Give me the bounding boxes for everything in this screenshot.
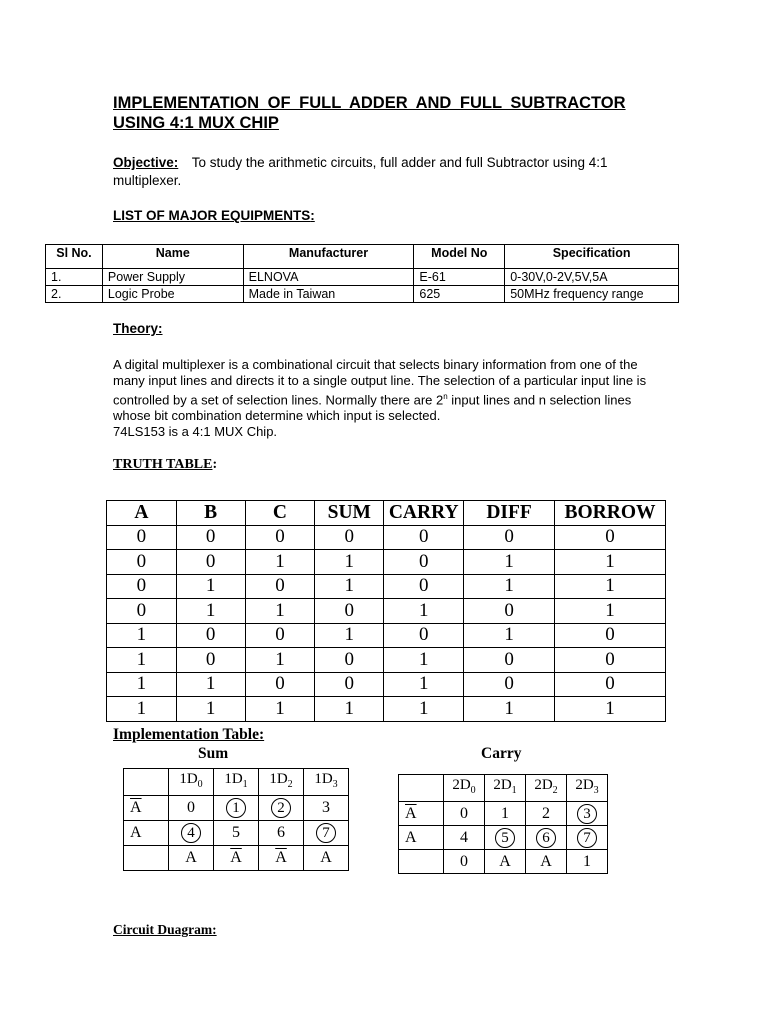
truth-table-row	[107, 599, 666, 624]
sum-impl-cell	[304, 821, 349, 846]
equipment-cell: Logic Probe	[102, 286, 243, 303]
carry-impl-minterm: 1	[501, 804, 509, 822]
truth-table-cell: 1	[384, 697, 464, 722]
truth-table-cell: 1	[176, 599, 245, 624]
carry-impl-row	[399, 826, 608, 850]
truth-table-cell: 1	[315, 697, 384, 722]
truth-table-cell: 0	[107, 525, 177, 550]
equipment-cell: 50MHz frequency range	[505, 286, 679, 303]
truth-table-cell: 1	[464, 574, 555, 599]
sum-impl-col-header-text: $1D_3$	[314, 771, 338, 790]
implementation-heading: Implementation Table:	[113, 726, 265, 743]
sum-impl-cell	[259, 821, 304, 846]
carry-impl-result-label	[399, 850, 444, 874]
sum-impl-col-header-text: $1D_2$	[269, 771, 293, 790]
theory-chip-line: 74LS153 is a 4:1 MUX Chip.	[113, 424, 278, 440]
truth-table-cell: 0	[245, 672, 315, 697]
truth-table-cell: 0	[384, 574, 464, 599]
carry-impl-result-cell: A	[485, 850, 526, 874]
carry-impl-minterm: 7	[577, 828, 597, 848]
document-title	[113, 93, 673, 133]
sum-impl-result-cell: $\overline{A}$	[259, 846, 304, 871]
sum-impl-minterm: 7	[316, 823, 336, 843]
carry-impl-row-label: A	[399, 826, 444, 850]
truth-table-cell: 1	[315, 574, 384, 599]
truth-col-header-b: B	[176, 501, 245, 526]
truth-table-cell: 0	[107, 599, 177, 624]
truth-table-cell: 0	[384, 623, 464, 648]
sum-impl-cell	[214, 796, 259, 821]
equipment-heading-text: LIST OF MAJOR EQUIPMENTS	[113, 208, 311, 223]
truth-table-cell: 0	[245, 574, 315, 599]
carry-impl-minterm: 5	[495, 828, 515, 848]
truth-table-cell: 0	[555, 623, 666, 648]
truth-table-cell: 1	[245, 599, 315, 624]
carry-impl-col-header	[567, 775, 608, 802]
header-subscript: 0	[470, 785, 476, 796]
truth-table-header-row	[107, 501, 666, 526]
truth-table-cell: 0	[245, 525, 315, 550]
equipment-cell: Made in Taiwan	[243, 286, 414, 303]
sum-impl-minterm: 6	[277, 824, 285, 841]
theory-paragraph	[113, 357, 658, 440]
truth-table-cell: 1	[384, 648, 464, 673]
sum-impl-row-label: $\overline{A}$	[124, 796, 169, 821]
carry-impl-col-header-text: $2D_1$	[493, 777, 517, 796]
truth-table-cell: 0	[107, 574, 177, 599]
carry-impl-result-cell: A	[526, 850, 567, 874]
truth-col-header-sum: SUM	[315, 501, 384, 526]
carry-impl-cell	[485, 802, 526, 826]
truth-table-cell: 1	[315, 623, 384, 648]
truth-table-cell: 0	[555, 525, 666, 550]
carry-impl-minterm: 0	[460, 804, 468, 822]
objective-paragraph	[113, 154, 658, 190]
truth-table-cell: 0	[315, 599, 384, 624]
truth-table-cell: 1	[107, 648, 177, 673]
carry-impl-minterm: 4	[460, 828, 468, 846]
sum-impl-col-header-text: $1D_1$	[224, 771, 248, 790]
sum-impl-corner	[124, 769, 169, 796]
sum-label: Sum	[198, 745, 229, 762]
truth-table-cell: 0	[107, 550, 177, 575]
sum-impl-cell	[259, 796, 304, 821]
truth-col-header-carry: CARRY	[384, 501, 464, 526]
sum-impl-result-cell: $\overline{A}$	[214, 846, 259, 871]
carry-impl-cell	[485, 826, 526, 850]
truth-table-cell: 1	[555, 550, 666, 575]
equipment-cell: 0-30V,0-2V,5V,5A	[505, 269, 679, 286]
truth-col-header-borrow: BORROW	[555, 501, 666, 526]
header-subscript: 0	[197, 779, 203, 790]
truth-table-cell: 1	[245, 648, 315, 673]
carry-impl-result-cell: 0	[444, 850, 485, 874]
truth-table-cell: 1	[464, 697, 555, 722]
equipment-table	[45, 244, 679, 303]
sum-impl-cell	[169, 796, 214, 821]
truth-table-cell: 1	[107, 697, 177, 722]
sum-impl-col-header-text: $1D_0$	[179, 771, 203, 790]
truth-table-cell: 1	[555, 574, 666, 599]
sum-impl-row-label: A	[124, 821, 169, 846]
title-line-2: USING 4:1 MUX CHIP	[113, 114, 279, 132]
truth-table-cell: 1	[464, 550, 555, 575]
theory-text	[113, 357, 658, 424]
carry-impl-cell	[567, 826, 608, 850]
equipment-col-header: Name	[102, 245, 243, 269]
sum-impl-row	[124, 821, 349, 846]
truth-table-cell: 0	[245, 623, 315, 648]
equipment-cell: 1.	[46, 269, 103, 286]
truth-col-header-diff: DIFF	[464, 501, 555, 526]
sum-impl-col-header	[169, 769, 214, 796]
carry-impl-col-header-text: $2D_0$	[452, 777, 476, 796]
truth-table-cell: 0	[315, 525, 384, 550]
truth-table-cell: 0	[464, 648, 555, 673]
equipment-col-header: Manufacturer	[243, 245, 414, 269]
truth-table-row	[107, 623, 666, 648]
carry-impl-minterm: 6	[536, 828, 556, 848]
sum-impl-minterm: 5	[232, 824, 240, 841]
carry-impl-cell	[526, 802, 567, 826]
circuit-diagram-heading: Circuit Duagram:	[113, 922, 217, 937]
header-subscript: 1	[511, 785, 517, 796]
header-subscript: 2	[552, 785, 558, 796]
sum-impl-header-row	[124, 769, 349, 796]
carry-impl-col-header-text: $2D_2$	[534, 777, 558, 796]
sum-impl-cell	[169, 821, 214, 846]
truth-table-cell: 0	[464, 672, 555, 697]
equipment-cell: Power Supply	[102, 269, 243, 286]
header-subscript: 2	[287, 779, 293, 790]
equipment-cell: E-61	[414, 269, 505, 286]
carry-impl-corner	[399, 775, 444, 802]
sum-impl-cell	[304, 796, 349, 821]
equipment-cell: 625	[414, 286, 505, 303]
carry-impl-col-header	[526, 775, 567, 802]
theory-superscript: n	[443, 392, 448, 401]
truth-table-cell: 1	[384, 599, 464, 624]
equipment-col-header: Sl No.	[46, 245, 103, 269]
truth-table-cell: 0	[555, 648, 666, 673]
carry-impl-minterm: 3	[577, 804, 597, 824]
truth-table-cell: 0	[176, 648, 245, 673]
theory-text-a: A digital multiplexer is a combinational circuit that selects binary information from one of the many input lines and directs it to a single output line. The selection of a particular input line is controlled by a set of selection lines. Normally there are 2	[113, 357, 647, 408]
carry-impl-col-header	[444, 775, 485, 802]
carry-impl-row	[399, 802, 608, 826]
sum-impl-result-label	[124, 846, 169, 871]
carry-impl-minterm: 2	[542, 804, 550, 822]
carry-impl-col-header-text: $2D_3$	[575, 777, 599, 796]
objective-text: To study the arithmetic circuits, full adder and full Subtractor using 4:1 multiplexer.	[113, 155, 608, 188]
header-subscript: 3	[593, 785, 599, 796]
equipment-table-row	[46, 269, 679, 286]
truth-table-cell: 1	[315, 550, 384, 575]
sum-impl-result-row	[124, 846, 349, 871]
header-subscript: 1	[242, 779, 248, 790]
sum-impl-minterm: 1	[226, 798, 246, 818]
truth-table-cell: 0	[555, 672, 666, 697]
equipment-cell: 2.	[46, 286, 103, 303]
truth-table-cell: 1	[176, 672, 245, 697]
equipment-table-header-row	[46, 245, 679, 269]
sum-impl-minterm: 3	[322, 799, 330, 816]
truth-table-cell: 1	[555, 599, 666, 624]
carry-impl-cell	[567, 802, 608, 826]
carry-impl-header-row	[399, 775, 608, 802]
sum-impl-cell	[214, 821, 259, 846]
equipment-table-row	[46, 286, 679, 303]
truth-table-cell: 0	[464, 525, 555, 550]
truth-table-cell: 1	[245, 550, 315, 575]
equipment-heading	[113, 208, 315, 223]
equipment-col-header: Model No	[414, 245, 505, 269]
theory-text-b: input lines and n selection lines whose bit combination determine which input is selected.	[113, 392, 632, 424]
sum-impl-col-header	[259, 769, 304, 796]
sum-impl-row	[124, 796, 349, 821]
equipment-col-header: Specification	[505, 245, 679, 269]
truth-table-cell: 0	[176, 550, 245, 575]
objective-label: Objective:	[113, 155, 179, 170]
carry-implementation-table	[398, 774, 608, 874]
carry-impl-result-cell: 1	[567, 850, 608, 874]
truth-table-heading-colon: :	[212, 457, 218, 472]
truth-table-row	[107, 574, 666, 599]
carry-impl-cell	[526, 826, 567, 850]
equipment-cell: ELNOVA	[243, 269, 414, 286]
truth-table-cell: 1	[464, 623, 555, 648]
carry-impl-cell	[444, 826, 485, 850]
truth-table-cell: 1	[107, 623, 177, 648]
theory-heading: Theory:	[113, 321, 163, 336]
truth-table-cell: 1	[176, 574, 245, 599]
sum-impl-result-cell: A	[169, 846, 214, 871]
sum-impl-minterm: 2	[271, 798, 291, 818]
truth-table-cell: 1	[245, 697, 315, 722]
carry-impl-result-row	[399, 850, 608, 874]
carry-impl-row-label: $\overline{A}$	[399, 802, 444, 826]
sum-implementation-table	[123, 768, 349, 871]
sum-impl-minterm: 0	[187, 799, 195, 816]
sum-impl-minterm: 4	[181, 823, 201, 843]
truth-table-cell: 0	[384, 550, 464, 575]
carry-label: Carry	[481, 745, 522, 762]
carry-impl-col-header	[485, 775, 526, 802]
truth-table-cell: 0	[384, 525, 464, 550]
truth-table-cell: 0	[315, 672, 384, 697]
equipment-heading-colon: :	[310, 208, 315, 223]
sum-impl-col-header	[304, 769, 349, 796]
truth-table-heading	[113, 457, 217, 473]
truth-table-row	[107, 525, 666, 550]
carry-impl-cell	[444, 802, 485, 826]
truth-table-row	[107, 697, 666, 722]
truth-table-cell: 1	[107, 672, 177, 697]
truth-table-cell: 0	[176, 623, 245, 648]
truth-table-cell: 0	[176, 525, 245, 550]
truth-table-row	[107, 550, 666, 575]
title-line-1: IMPLEMENTATION OF FULL ADDER AND FULL SUBTRACTOR	[113, 94, 626, 112]
truth-table	[106, 500, 666, 722]
truth-table-cell: 0	[464, 599, 555, 624]
sum-impl-col-header	[214, 769, 259, 796]
truth-table-row	[107, 672, 666, 697]
sum-impl-result-cell: A	[304, 846, 349, 871]
truth-table-row	[107, 648, 666, 673]
truth-col-header-a: A	[107, 501, 177, 526]
truth-table-cell: 1	[555, 697, 666, 722]
truth-col-header-c: C	[245, 501, 315, 526]
truth-table-cell: 1	[176, 697, 245, 722]
truth-table-cell: 0	[315, 648, 384, 673]
truth-table-cell: 1	[384, 672, 464, 697]
truth-table-heading-text: TRUTH TABLE	[113, 457, 213, 472]
header-subscript: 3	[332, 779, 338, 790]
